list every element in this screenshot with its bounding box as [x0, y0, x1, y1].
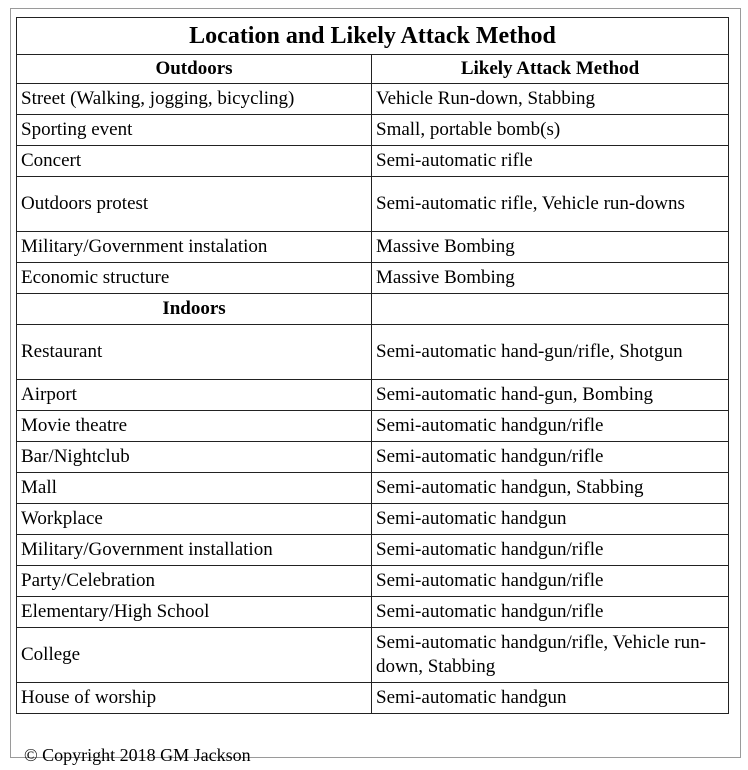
- table-row: [17, 683, 729, 714]
- table-row: [17, 628, 729, 683]
- attack-method-cell: Semi-automatic hand-gun/rifle, Shotgun: [372, 325, 729, 380]
- location-cell: Economic structure: [17, 263, 372, 294]
- table-title: Location and Likely Attack Method: [17, 18, 729, 55]
- location-cell: Military/Government installation: [17, 535, 372, 566]
- table-row: [17, 232, 729, 263]
- location-cell: Party/Celebration: [17, 566, 372, 597]
- attack-method-cell: Small, portable bomb(s): [372, 115, 729, 146]
- table-row: [17, 535, 729, 566]
- table-row: [17, 380, 729, 411]
- location-cell: Military/Government instalation: [17, 232, 372, 263]
- location-cell: Airport: [17, 380, 372, 411]
- table-row: [17, 263, 729, 294]
- attack-method-cell: Semi-automatic rifle, Vehicle run-downs: [372, 177, 729, 232]
- location-cell: College: [17, 628, 372, 683]
- column-header-attack-method: Likely Attack Method: [372, 55, 729, 84]
- location-cell: Mall: [17, 473, 372, 504]
- table-row: [17, 177, 729, 232]
- table-row: [17, 473, 729, 504]
- location-cell: Elementary/High School: [17, 597, 372, 628]
- table-row: [17, 115, 729, 146]
- table-row: [17, 504, 729, 535]
- location-cell: Restaurant: [17, 325, 372, 380]
- attack-method-table: [16, 17, 729, 714]
- location-cell: Concert: [17, 146, 372, 177]
- attack-method-cell: Semi-automatic handgun/rifle: [372, 566, 729, 597]
- location-cell: Bar/Nightclub: [17, 442, 372, 473]
- attack-method-cell: Massive Bombing: [372, 263, 729, 294]
- table-row: [17, 597, 729, 628]
- table-row: [17, 566, 729, 597]
- location-cell: Outdoors protest: [17, 177, 372, 232]
- location-cell: Movie theatre: [17, 411, 372, 442]
- table-row: [17, 411, 729, 442]
- section-header: Indoors: [17, 294, 372, 325]
- attack-method-cell: Semi-automatic handgun/rifle: [372, 597, 729, 628]
- location-cell: House of worship: [17, 683, 372, 714]
- attack-method-cell: Vehicle Run-down, Stabbing: [372, 84, 729, 115]
- table-row: [17, 325, 729, 380]
- attack-method-cell: Semi-automatic handgun/rifle: [372, 535, 729, 566]
- table-row: [17, 84, 729, 115]
- attack-method-cell: Massive Bombing: [372, 232, 729, 263]
- attack-method-cell: Semi-automatic handgun/rifle, Vehicle run-down, Stabbing: [372, 628, 729, 683]
- attack-method-cell: Semi-automatic rifle: [372, 146, 729, 177]
- copyright-notice: © Copyright 2018 GM Jackson: [24, 745, 251, 765]
- attack-method-cell: Semi-automatic handgun, Stabbing: [372, 473, 729, 504]
- table-body: [17, 84, 729, 714]
- attack-method-cell: [372, 294, 729, 325]
- attack-method-cell: Semi-automatic handgun/rifle: [372, 442, 729, 473]
- location-cell: Street (Walking, jogging, bicycling): [17, 84, 372, 115]
- table-row: [17, 442, 729, 473]
- attack-method-cell: Semi-automatic handgun: [372, 683, 729, 714]
- attack-method-cell: Semi-automatic hand-gun, Bombing: [372, 380, 729, 411]
- location-cell: Workplace: [17, 504, 372, 535]
- attack-method-cell: Semi-automatic handgun: [372, 504, 729, 535]
- column-header-outdoors: Outdoors: [17, 55, 372, 84]
- location-cell: Sporting event: [17, 115, 372, 146]
- table-row: [17, 146, 729, 177]
- section-row: [17, 294, 729, 325]
- attack-method-cell: Semi-automatic handgun/rifle: [372, 411, 729, 442]
